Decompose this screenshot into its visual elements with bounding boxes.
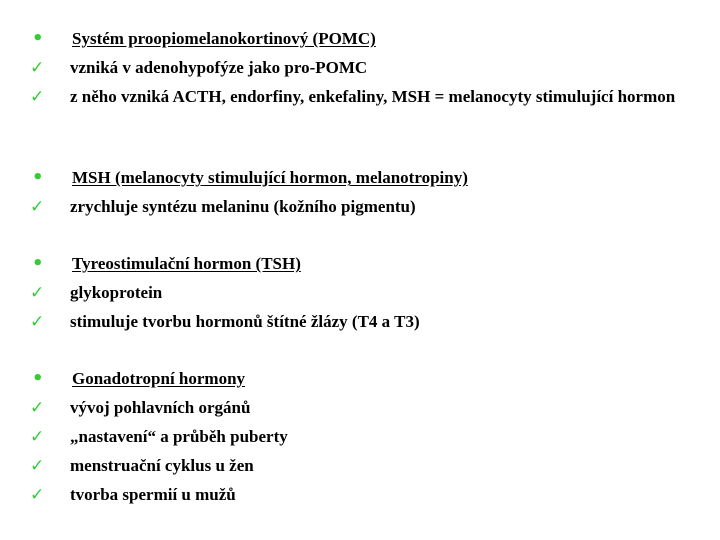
- checkmark-icon: ✓: [30, 87, 45, 107]
- checkmark-icon: ✓: [30, 197, 45, 217]
- list-item: [30, 57, 690, 79]
- list-item: [30, 282, 690, 304]
- heading-text: Gonadotropní hormony: [72, 369, 246, 388]
- checkmark-icon: ✓: [30, 312, 45, 332]
- item-text: z něho vzniká ACTH, endorfiny, enkefaliny, MSH = melanocyty stimulující hormon: [70, 87, 676, 106]
- item-text: vzniká v adenohypofýze jako pro-POMC: [70, 58, 368, 77]
- heading-text: Tyreostimulační hormon (TSH): [72, 254, 301, 273]
- list-item: [30, 484, 690, 506]
- list-item: [30, 86, 690, 108]
- item-text: stimuluje tvorbu hormonů štítné žlázy (T4 a T3): [70, 312, 420, 331]
- section-heading-msh: [30, 167, 690, 189]
- checkmark-icon: ✓: [30, 58, 45, 78]
- list-item: [30, 311, 690, 333]
- section-heading-pomc: [30, 28, 690, 50]
- checkmark-icon: ✓: [30, 398, 45, 418]
- bullet-dot-icon: •: [32, 368, 44, 389]
- item-text: zrychluje syntézu melaninu (kožního pigmentu): [70, 197, 416, 216]
- item-text: glykoprotein: [70, 283, 163, 302]
- list-item: [30, 455, 690, 477]
- checkmark-icon: ✓: [30, 283, 45, 303]
- heading-text: MSH (melanocyty stimulující hormon, melanotropiny): [72, 168, 468, 187]
- checkmark-icon: ✓: [30, 456, 45, 476]
- heading-text: Systém proopiomelanokortinový (POMC): [72, 29, 376, 48]
- bullet-dot-icon: •: [32, 253, 44, 274]
- list-item: [30, 397, 690, 419]
- list-item: [30, 196, 690, 218]
- checkmark-icon: ✓: [30, 427, 45, 447]
- bullet-dot-icon: •: [32, 167, 44, 188]
- section-heading-tsh: [30, 253, 690, 275]
- section-heading-gonadotropni: [30, 368, 690, 390]
- item-text: menstruační cyklus u žen: [70, 456, 254, 475]
- item-text: tvorba spermií u mužů: [70, 485, 236, 504]
- checkmark-icon: ✓: [30, 485, 45, 505]
- item-text: vývoj pohlavních orgánů: [70, 398, 251, 417]
- item-text: „nastavení“ a průběh puberty: [70, 427, 288, 446]
- list-item: [30, 426, 690, 448]
- bullet-dot-icon: •: [32, 28, 44, 49]
